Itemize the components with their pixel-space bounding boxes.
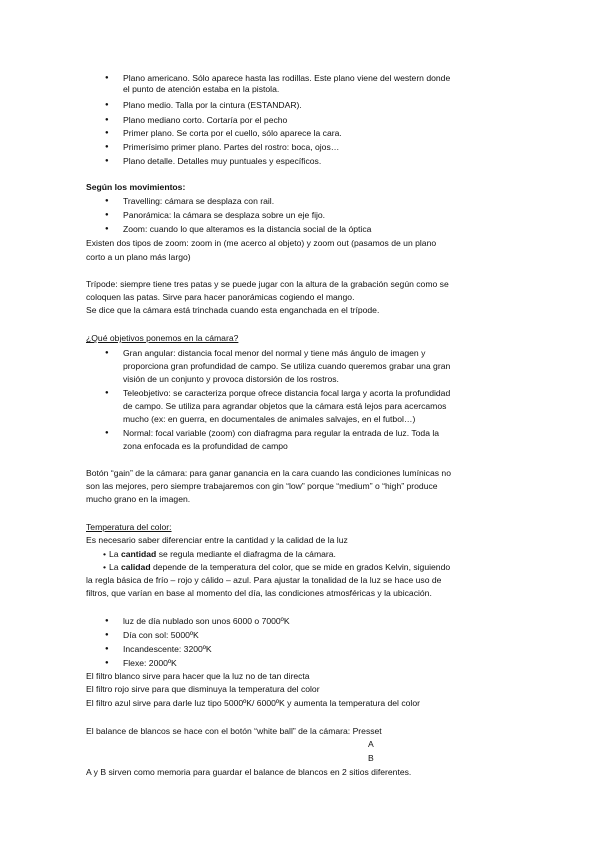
paragraph-line: El filtro blanco sirve para hacer que la luz no de tan directa (86, 671, 310, 681)
paragraph-line: mucho grano en la imagen. (86, 494, 191, 504)
sub-bullet-pre: La (109, 549, 121, 559)
list-item: ● Plano medio. Talla por la cintura (ESTANDAR). (123, 100, 302, 111)
memory-label-a: A (368, 739, 374, 749)
memory-label-b: B (368, 753, 374, 763)
paragraph-line: El filtro rojo sirve para que disminuya la temperatura del color (86, 684, 320, 694)
paragraph-line: Existen dos tipos de zoom: zoom in (me acerco al objeto) y zoom out (pasamos de un plano (86, 238, 437, 248)
list-item: ● Gran angular: distancia focal menor del normal y tiene más ángulo de imagen y (123, 348, 425, 359)
list-item-continuation: zona enfocada es la profundidad de campo (123, 441, 288, 451)
sub-bullet (103, 562, 450, 573)
list-item: ● Flexe: 2000ºK (123, 658, 177, 669)
list-item: ● Incandescente: 3200ºK (123, 644, 212, 655)
section-heading: Según los movimientos: (86, 182, 186, 192)
list-item: ● Plano mediano corto. Cortaría por el pecho (123, 115, 287, 126)
list-item: ● Teleobjetivo: se caracteriza porque ofrece distancia focal larga y acorta la profundidad (123, 388, 450, 399)
paragraph-line: filtros, que varían en base al momento del día, las condiciones atmosféricas y la ubicación. (86, 588, 432, 598)
sub-bullet-post: se regula mediante el diafragma de la cámara. (156, 549, 336, 559)
paragraph-line: A y B sirven como memoria para guardar el balance de blancos en 2 sitios diferentes. (86, 767, 412, 777)
list-item: ● Primer plano. Se corta por el cuello, sólo aparece la cara. (123, 128, 342, 139)
list-item: ● Plano americano. Sólo aparece hasta las rodillas. Este plano viene del western donde (123, 73, 450, 84)
keyword: cantidad (120, 549, 157, 559)
list-item-continuation: visión de un conjunto y provoca distorsión de los rostros. (123, 374, 339, 384)
keyword: calidad (120, 562, 151, 572)
paragraph-line: corto a un plano más largo) (86, 252, 191, 262)
list-item-continuation: el punto de atención estaba en la pistola. (123, 84, 280, 94)
list-item: ● Primerísimo primer plano. Partes del rostro: boca, ojos… (123, 142, 339, 153)
list-item-continuation: proporciona gran profundidad de campo. Se utiliza cuando queremos grabar una gran (123, 361, 451, 371)
sub-bullet-pre: La (109, 562, 121, 572)
list-item: ● Normal: focal variable (zoom) con diafragma para regular la entrada de luz. Toda la (123, 428, 439, 439)
list-item-continuation: de campo. Se utiliza para agrandar objetos que la cámara está lejos para acercamos (123, 401, 447, 411)
section-heading: Temperatura del color: (86, 522, 172, 532)
paragraph-line: Se dice que la cámara está trinchada cuando esta enganchada en el trípode. (86, 305, 380, 315)
paragraph-line: El filtro azul sirve para darle luz tipo 5000ºK/ 6000ºK y aumenta la temperatura del color (86, 698, 420, 708)
paragraph-line: El balance de blancos se hace con el botón “white ball” de la cámara: Presset (86, 726, 382, 736)
paragraph-line: coloquen las patas. Sirve para hacer panorámicas cogiendo el mango. (86, 292, 355, 302)
paragraph-line: Trípode: siempre tiene tres patas y se puede jugar con la altura de la grabación según como se (86, 279, 449, 289)
list-item-continuation: mucho (ex: en guerra, en documentales de animales salvajes, en el futbol…) (123, 414, 416, 424)
list-item: ● luz de día nublado son unos 6000 o 7000ºK (123, 616, 290, 627)
paragraph-line: la regla básica de frío – rojo y cálido – azul. Para ajustar la tonalidad de la luz se hace uso de (86, 575, 442, 585)
list-item: ● Plano detalle. Detalles muy puntuales y específicos. (123, 156, 321, 167)
list-item: ● Travelling: cámara se desplaza con rail. (123, 196, 274, 207)
list-item: ● Zoom: cuando lo que alteramos es la distancia social de la óptica (123, 224, 371, 235)
sub-bullet-post: depende de la temperatura del color, que se mide en grados Kelvin, siguiendo (150, 562, 451, 572)
list-item: ● Día con sol: 5000ºK (123, 630, 199, 641)
sub-bullet (103, 549, 336, 560)
list-item: ● Panorámica: la cámara se desplaza sobre un eje fijo. (123, 210, 325, 221)
paragraph-line: son las mejores, pero siempre trabajaremos con gin “low” porque “medium” o “high” produce (86, 481, 438, 491)
section-heading: ¿Qué objetivos ponemos en la cámara? (86, 333, 239, 343)
paragraph-line: Botón “gain” de la cámara: para ganar ganancia en la cara cuando las condiciones lumínicas no (86, 468, 451, 478)
paragraph-line: Es necesario saber diferenciar entre la cantidad y la calidad de la luz (86, 535, 348, 545)
